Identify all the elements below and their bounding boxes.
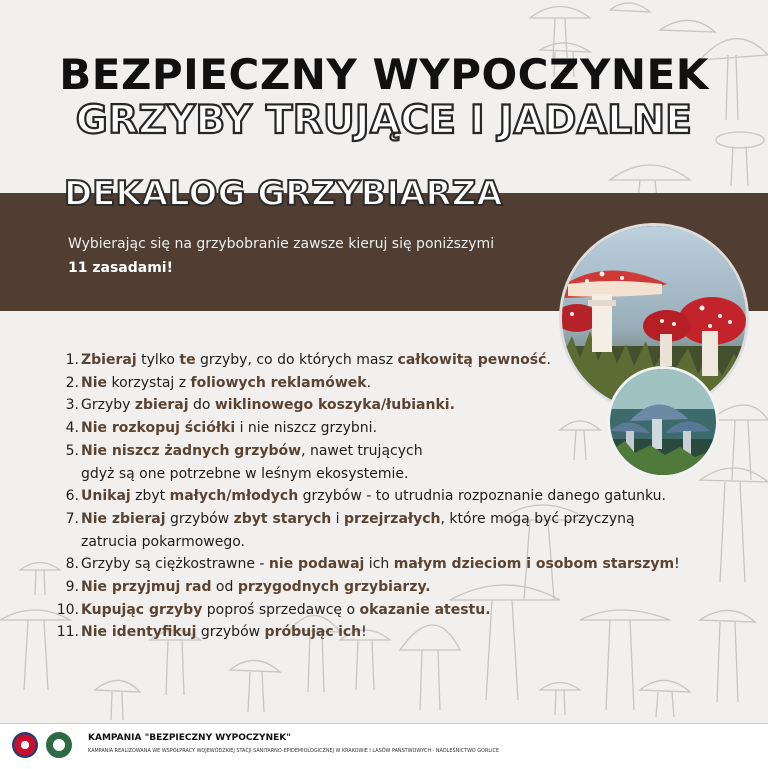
intro-text: Wybierając się na grzybobranie zawsze kieruj się poniższymi (68, 236, 495, 252)
rule-text: Grzyby zbieraj do wiklinowego koszyka/łubianki. (81, 397, 455, 414)
rule-item (36, 576, 696, 599)
rule-continuation: gdyż są one potrzebne w leśnym ekosystemie. (81, 465, 409, 482)
rule-item (36, 508, 696, 553)
rule-number: 9. (65, 579, 79, 596)
rule-number: 7. (65, 510, 79, 527)
sanepid-logo-icon (12, 732, 38, 758)
rule-text: Nie korzystaj z foliowych reklamówek. (81, 374, 372, 391)
rule-number: 3. (65, 397, 79, 414)
footer-partners: KAMPANIA REALIZOWANA WE WSPÓŁPRACY WOJEWÓDZKIEJ STACJI SANITARNO-EPIDEMIOLOGICZNEJ W KRAKOWIE I LASÓW PAŃSTWOWYCH - NADLEŚNICTWO GORLICE (88, 748, 500, 754)
footer-campaign-name: KAMPANIA "BEZPIECZNY WYPOCZYNEK" (88, 733, 291, 743)
rule-number: 11. (56, 624, 79, 641)
rule-number: 2. (65, 374, 79, 391)
rule-text: Nie niszcz żadnych grzybów, nawet trujących gdyż są one potrzebne w leśnym ekosystemie. (79, 440, 423, 485)
rule-text: Unikaj zbyt małych/młodych grzybów - to utrudnia rozpoznanie danego gatunku. (81, 488, 666, 505)
rule-text: Nie zbieraj grzybów zbyt starych i przejrzałych, które mogą być przyczyną zatrucia pokarmowego. (79, 508, 635, 553)
rule-continuation: zatrucia pokarmowego. (81, 533, 245, 550)
rule-text: Nie identyfikuj grzybów próbując ich! (81, 624, 367, 641)
campaign-title: BEZPIECZNY WYPOCZYNEK (59, 50, 709, 99)
rule-number: 10. (56, 601, 79, 618)
topic-subtitle: GRZYBY TRUJĄCE I JADALNE (75, 98, 693, 143)
intro-emphasis: 11 zasadami! (68, 260, 173, 276)
rule-text: Zbieraj tylko te grzyby, co do których masz całkowitą pewność. (81, 352, 551, 368)
rule-text: Nie przyjmuj rad od przygodnych grzybiarzy. (81, 579, 431, 596)
rule-number: 6. (65, 488, 79, 505)
rule-text: Grzyby są ciężkostrawne - nie podawaj ich małym dzieciom i osobom starszym! (81, 556, 680, 573)
section-intro (68, 232, 538, 280)
rule-item (36, 440, 696, 485)
section-heading: DEKALOG GRZYBIARZA (64, 174, 503, 214)
rule-item (36, 621, 696, 644)
rule-text: Nie rozkopuj ściółki i nie niszcz grzybni. (81, 420, 378, 437)
footer-bar (0, 723, 768, 769)
rule-item (36, 394, 696, 417)
rule-item (36, 553, 696, 576)
rule-number: 1. (65, 352, 79, 368)
rule-item (36, 599, 696, 622)
blue-mushroom-photo (607, 366, 719, 478)
lasy-panstwowe-logo-icon (46, 732, 72, 758)
rule-number: 5. (65, 442, 79, 459)
rule-text: Kupując grzyby poproś sprzedawcę o okazanie atestu. (81, 601, 491, 618)
rule-number: 4. (65, 420, 79, 437)
rule-item (36, 417, 696, 440)
rule-item (36, 485, 696, 508)
rule-number: 8. (65, 556, 79, 573)
